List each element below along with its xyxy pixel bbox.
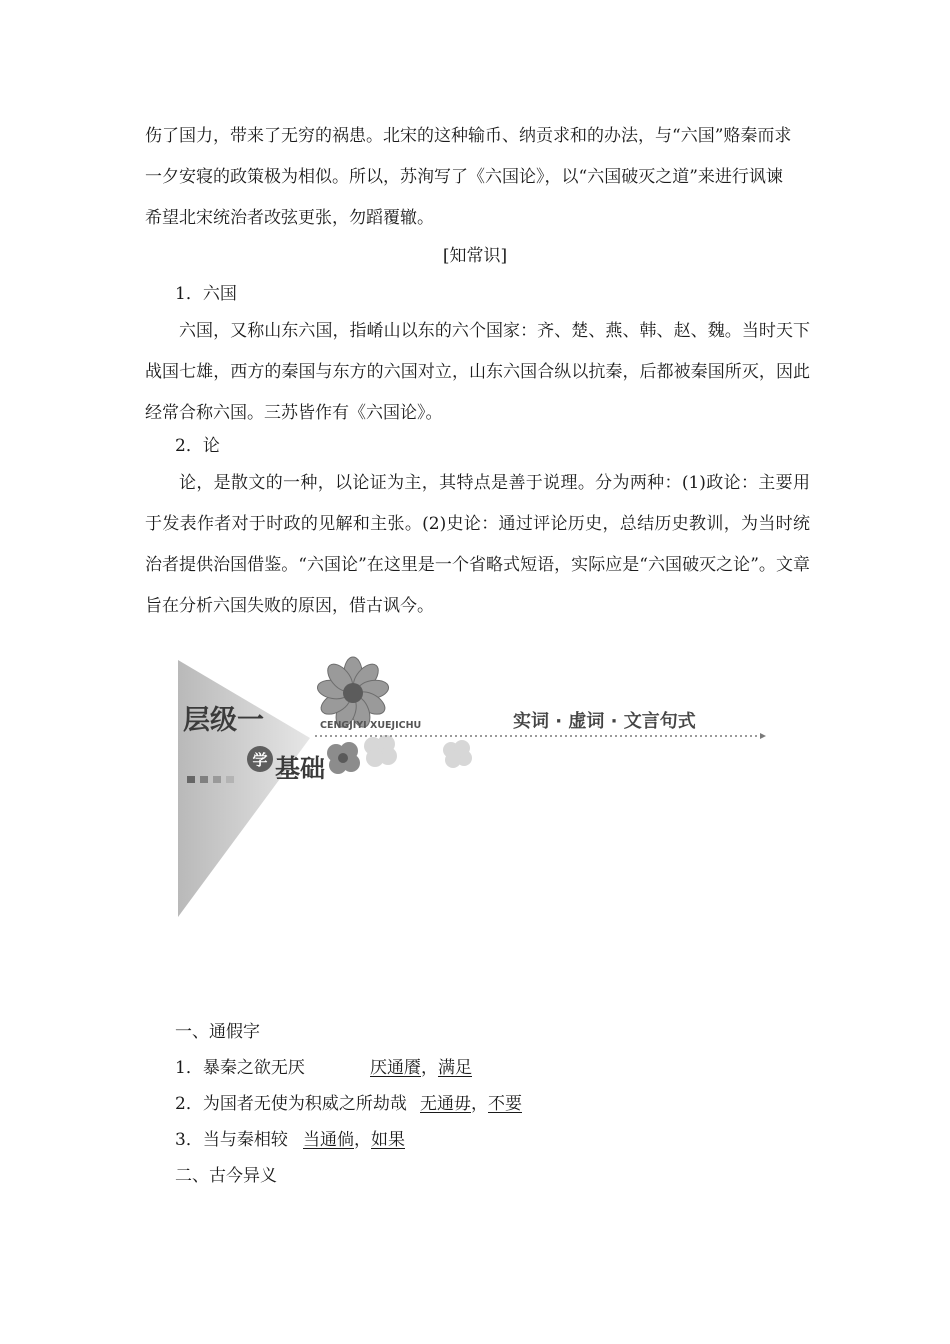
answer-part-b: 不要 (488, 1094, 522, 1114)
answer-part-b: 如果 (371, 1130, 405, 1150)
item-number: 3． (175, 1130, 203, 1150)
faded-flower-icon (364, 735, 397, 767)
item2-title: 2．论 (175, 436, 220, 456)
list-item (175, 1056, 305, 1080)
item-sentence: 暴秦之欲无厌 (202, 1058, 305, 1078)
banner-jichu: 基础 (275, 754, 326, 783)
banner-subtitle: 实词 · 虚词 · 文言句式 (513, 711, 696, 732)
section2-title: 二、古今异义 (175, 1166, 277, 1186)
section-banner (175, 655, 775, 925)
banner-level-title: 层级一 (183, 705, 264, 736)
answer-part-b: 满足 (438, 1058, 472, 1078)
faded-flower-icon-2 (443, 740, 472, 768)
banner-graphic (175, 655, 775, 925)
item-sentence: 当与秦相较 (202, 1130, 288, 1150)
section1-title: 一、通假字 (175, 1022, 260, 1042)
banner-xue-char: 学 (252, 751, 268, 769)
item2-text: 论，是散文的一种，以论证为主，其特点是善于说理。分为两种：(1)政论：主要用于发表作者对于时政的见解和主张。(2)史论：通过评论历史，总结历史教训，为当时统治者提供治国借鉴。“六国论”在这里是一个省略式短语，实际应是“六国破灭之论”。文章旨在分析六国失败的原因，借古讽今。 (145, 473, 810, 616)
banner-arrow (760, 733, 766, 739)
intro-line-2: 一夕安寝的政策极为相似。所以，苏洵写了《六国论》，以“六国破灭之道”来进行讽谏 (145, 167, 783, 187)
answer-part-a: 无通毋 (420, 1094, 471, 1114)
banner-triangle (178, 660, 310, 917)
item-answer: 无通毋，不要 (420, 1094, 522, 1114)
item-number: 2． (175, 1094, 203, 1114)
list-item (175, 1128, 288, 1152)
answer-part-a: 厌通餍 (370, 1058, 421, 1078)
item-answer: 厌通餍，满足 (370, 1058, 472, 1078)
small-flower-icon (327, 742, 360, 774)
answer-part-a: 当通倘 (303, 1130, 354, 1150)
item1-text: 六国，又称山东六国，指崤山以东的六个国家：齐、楚、燕、韩、赵、魏。当时天下战国七雄，西方的秦国与东方的六国对立，山东六国合纵以抗秦，后都被秦国所灭，因此经常合称六国。三苏皆作有《六国论》。 (145, 321, 810, 423)
intro-line-3: 希望北宋统治者改弦更张，勿蹈覆辙。 (145, 208, 434, 228)
item-number: 1． (175, 1058, 203, 1078)
knowledge-heading: [知常识] (442, 246, 508, 266)
banner-pinyin: CENGJIYI XUEJICHU (320, 720, 422, 731)
item1-title: 1．六国 (175, 284, 237, 304)
item-sentence: 为国者无使为积威之所劫哉 (202, 1094, 407, 1114)
list-item (175, 1092, 407, 1116)
intro-line-1: 伤了国力，带来了无穷的祸患。北宋的这种输币、纳贡求和的办法，与“六国”赂秦而求 (145, 126, 792, 146)
item-answer: 当通倘，如果 (303, 1130, 405, 1150)
flower-icon (316, 657, 390, 730)
